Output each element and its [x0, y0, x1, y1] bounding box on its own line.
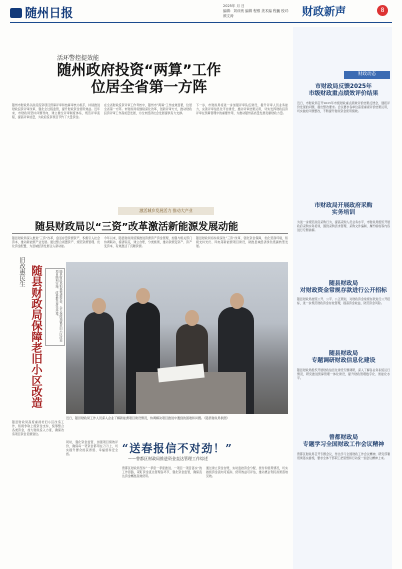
issue-date: 2025年 月 日 — [223, 4, 245, 8]
header-rule — [10, 22, 392, 23]
lead-headline-line1: 随州政府投资“两算”工作 — [57, 63, 222, 79]
photo-caption: 近日，随县财政局工作人员深入企业了解新能源项目建设情况，协调解决项目推进中遇到的困难和问题。（随县财政局供图） — [66, 416, 230, 420]
lead-body-col3: 下一步，市财政局将进一步加强评审队伍建设，提升评审人员业务能力，完善评审信息化平台建设，推动评审结果运用，切实发挥财政投资评审在预算管理中的重要作用，为推动随州高质量发展贡献财政力量。 — [196, 103, 288, 116]
photo-head — [185, 310, 199, 326]
lead-kicker: 活环警控提效能 — [57, 55, 100, 62]
brief-5-headline-line1: 曾都财政局 — [329, 435, 358, 441]
brief-4-body: 随县财政局组织开展财政信息化建设专题调研，深入了解各业务系统运行情况，研究推进预算管理一体化建设，提升财政管理数字化、智能化水平。 — [297, 368, 390, 381]
masthead-logo-icon — [10, 8, 22, 18]
brief-4-headline — [297, 351, 390, 365]
photo-head — [136, 288, 150, 304]
story2-strip: 激活城乡发展活力 推动大产业 — [118, 207, 214, 215]
brief-3-headline — [297, 281, 390, 295]
section-title: 财政新声 — [302, 5, 346, 18]
feature-label: 旧改惠民生 — [18, 257, 25, 287]
story2-body-col2: 今年以来，随县财政局统筹推进资源资产资金管理，加强与相关部门协调联动，摸清家底，建立台账，分类施策，推动资源变资产、资产变资本，有效激活了沉睡资源。 — [104, 236, 192, 249]
brief-2-headline-line2: 实务培训 — [331, 210, 356, 216]
news-photo — [66, 262, 288, 414]
brief-4-headline-line1: 随县财政局 — [329, 351, 358, 357]
feature-body-col2: 同时，强化资金监管，加强项目绩效评价，确保每一笔资金都用在刀刃上，切实提升群众的获得感、幸福感和安全感。 — [66, 440, 118, 457]
photo-head — [230, 293, 244, 309]
story2-body-col1: 随县财政局深入推进“三资”改革，盘活存量资源资产，积极引入社会资本，推动新能源产业发展。通过整合闲置资产、规范资源管理、优化资金配置，为县域经济发展注入新动能。 — [12, 236, 100, 249]
lead-body-col2: 在全省财政投资评审工作考核中，随州市“两算”工作成效显著，位居全省第一方阵。市财政局将继续深化改革，创新评审方式，推动财政投资评审工作高质量发展，为全市经济社会发展提供有力支撑。 — [104, 103, 192, 116]
quote-headline: “送春报信不对劲！” — [122, 442, 233, 455]
quote-body-col2: 通过建立资金台账，实时监控资金分配、拨付和使用情况，切实做到资金流向可追踪、使用效益可评估，推动惠企利民政策落地见效。 — [206, 466, 288, 479]
brief-2-body: 为进一步规范政府采购行为，提高采购人员业务水平，市财政局组织开展政府采购实务培训，围绕采购需求管理、采购文件编制、履约验收等内容进行专题讲解。 — [297, 220, 390, 233]
masthead — [10, 4, 73, 21]
brief-5-headline-line2: 专题学习全国财政工作会议精神 — [302, 442, 385, 448]
story2-body-col3: 随县财政局将持续深化“三资”改革，强化资金保障，优化营商环境，积极支持光伏、风电等新能源项目建设，助推县域经济绿色低碳转型发展。 — [196, 236, 288, 249]
brief-2-headline-line1: 市财政局开展政府采购 — [314, 203, 373, 209]
editor-credits: 编辑：刘训贵 编辑 程维 美术编 程巍 校对：颜文涛 — [223, 9, 292, 18]
quote-body-col1: 曾都区财政局坚持“一季度一季度推进、一项目一项目落实”的工作思路，紧盯资金直达管理各环节，强化资金监管，确保直达资金精准高效使用。 — [122, 466, 202, 479]
brief-5-body: 曾都区财政局召开专题会议，传达学习全国财政工作会议精神，研究部署贯彻落实措施，要求全体干部职工把思想和行动统一到会议精神上来。 — [297, 452, 390, 461]
feature-headline: 随县财政局保障老旧小区改造 — [30, 265, 43, 408]
lead-body-col1: 随州市财政局以政府投资项目预算评审和结算审核为抓手，持续推进财政投资评审改革，强化全过程监管，提升财政资金使用效益。近年来，市财政局坚持问题导向，建立健全评审制度体系，规范评审流程，提高评审质量，为政府投资项目节约了大量资金。 — [12, 103, 100, 120]
brief-1-body: 近日，市财政局召开2025年市级财政重点绩效评价结果反馈会，通报评价发现的问题，提出整改要求。会议要求各单位高度重视评价结果运用，切实做好问题整改，不断提升财政资金使用绩效。 — [297, 101, 390, 114]
lead-headline — [57, 63, 237, 97]
brief-1-headline — [297, 84, 390, 98]
header-meta — [223, 4, 295, 19]
masthead-title: 随州日报 — [25, 6, 74, 20]
brief-4-headline-line2: 专题调研财政信息化建设 — [311, 358, 376, 364]
feature-sidebar: 随县财政局积极筹措资金，全力保障城镇老旧小区改造项目顺利实施，改善群众居住环境。 — [45, 268, 65, 346]
brief-2-headline — [297, 203, 390, 217]
story2-headline: 随县财政局以“三资”改革激活新能源发展动能 — [35, 222, 239, 233]
brief-3-body: 随县财政局按照公开、公平、公正原则，对财政资金常规存款进行公开招标，进一步规范财政资金存放管理，提高资金收益，防范资金风险。 — [297, 297, 390, 306]
page-number: 8 — [377, 5, 388, 16]
brief-1-headline-line2: 市级财政重点绩效评价结果 — [308, 91, 379, 97]
right-column-tag: 财政动态 — [344, 71, 390, 79]
brief-5-headline — [297, 435, 390, 449]
quote-subtitle: ——曾都区财政局推进资金直达管理工作综述 — [128, 456, 208, 461]
story2-rule — [12, 233, 288, 234]
feature-body-col1: 随县财政局高度重视老旧小区改造工作，积极争取上级资金支持，统筹整合各类资金，加大财政投入力度，确保改造项目资金足额到位。 — [12, 420, 64, 437]
photo-person — [84, 312, 114, 414]
brief-3-headline-line1: 随县财政局 — [329, 281, 358, 287]
brief-3-headline-line2: 对财政资金常规存款进行公开招标 — [300, 288, 387, 294]
photo-head — [92, 298, 106, 314]
lead-headline-line2: 位居全省第一方阵 — [91, 80, 207, 96]
brief-1-headline-line1: 市财政局反馈2025年 — [315, 84, 372, 90]
